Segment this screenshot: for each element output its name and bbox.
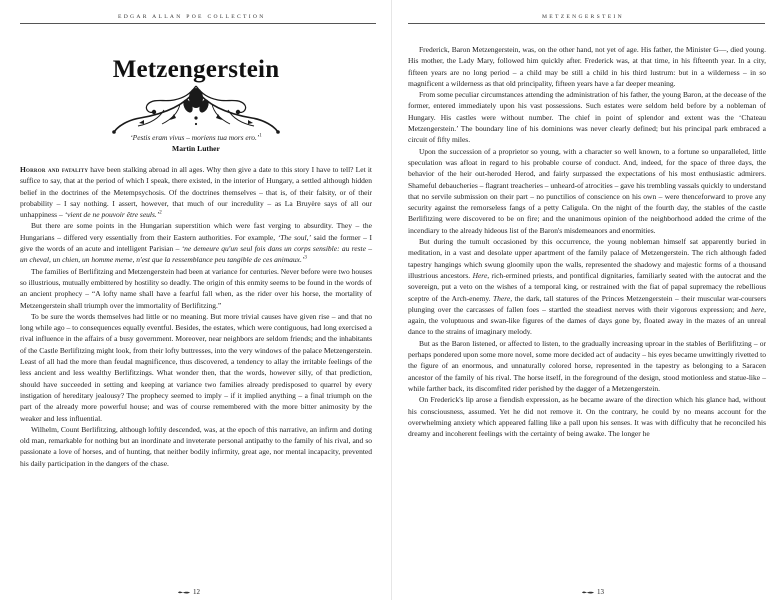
paragraph: To be sure the words themselves had little or no meaning. But more trivial causes have given rise – and that no long while ago – to consequences equally eventful. Besides, the estates, which were contiguous, had long exercised a rival influence in the affairs of a busy government. Moreover, near neighbors are seldom friends; and the inhabitants of the Castle Berlifitzing might look, from their lofty buttresses, into the very windows of the palace Metzengerstein. Least of all had the more than feudal magnificence, thus discovered, a tendency to allay the irritable feelings of the less ancient and less wealthy Berlifitzings. What wonder then, that the words, however silly, of that prediction, should have succeeded in setting and keeping at variance two families already predisposed to quarrel by every instigation of hereditary jealousy? The prophecy seemed to imply – if it implied anything – a final triumph on the part of the already more powerful house; and was of course remembered with the more bitter animosity by the weaker and less influential.	[20, 311, 372, 423]
paragraph: But during the tumult occasioned by this occurrence, the young nobleman himself sat apparently buried in meditation, in a vast and desolate upper apartment of the family palace of Metzengerstein. The rich although faded tapestry hangings which swung gloomily upon the walls, represented the shadowy and majestic forms of a thousand illustrious ancestors. Here, rich-ermined priests, and pontifical dignitaries, familiarly seated with the autocrat and the sovereign, put a veto on the wishes of a temporal king, or restrained with the fiat of papal supremacy the rebellious sceptre of the Arch-enemy. There, the dark, tall statures of the Princes Metzengerstein – their muscular war-coursers plunging over the carcasses of fallen foes – startled the steadiest nerves with their vigorous expression; and here, again, the voluptuous and swan-like figures of the dames of days gone by, floated away in the mazes of an unreal dance to the strains of imaginary melody.	[408, 237, 766, 337]
running-head-right: METZENGERSTEIN	[542, 14, 624, 20]
paragraph: Wilhelm, Count Berlifitzing, although loftily descended, was, at the epoch of this narrative, an infirm and doting old man, remarkable for nothing but an inordinate and inveterate personal antipathy to the family of his rival, and so passionate a love of horses, and of hunting, that neither bodily infirmity, great age, nor mental incapacity, prevented his daily participation in the dangers of the chase.	[20, 424, 372, 468]
paragraph: Horror and fatality have been stalking abroad in all ages. Why then give a date to this story I have to tell? Let it suffice to say, that at the period of which I speak, there existed, in the interior of Hungary, a settled although hidden belief in the doctrines of the Metempsychosis. Of the doctrines themselves – that is, of their falsity, or of their probability – I say nothing. I assert, however, that much of our incredulity – as La Bruyère says of all our unhappiness – ‘vient de ne pouvoir être seuls.’$^2$	[20, 165, 372, 220]
epigraph-attribution: Martin Luther	[172, 144, 220, 153]
paragraph: On Frederick's lip arose a fiendish expression, as he became aware of the direction which his glance had, without his consciousness, assumed. Yet he did not remove it. On the contrary, he could by no means account for the overwhelming anxiety which appeared falling like a pall upon his senses. It was with difficulty that he reconciled his dreamy and incoherent feelings with the certainty of being awake. The longer he	[408, 395, 766, 439]
right-page	[392, 0, 784, 600]
page-number-right: 13	[582, 588, 604, 596]
flourish-ornament-icon	[104, 84, 288, 136]
body-text-left	[20, 164, 372, 469]
footnote-ref: 3	[304, 255, 307, 261]
header-rule-left	[20, 23, 376, 24]
epigraph-quote: ‘Pestis eram vivus – moriens tua mors ero.’$^1$	[130, 133, 262, 142]
paragraph: Upon the succession of a proprietor so young, with a character so well known, to a fortune so unparalleled, little speculation was afloat in regard to his probable course of conduct. And, indeed, for the space of three days, the behavior of the heir out-heroded Herod, and fairly surpassed the expectations of his most enthusiastic admirers. Shameful debaucheries – flagrant treacheries – unheard-of atrocities – gave his trembling vassals quickly to understand that no servile submission on their part – no punctilios of conscience on his own – were thenceforward to prove any security against the remorseless fangs of a petty Caligula. On the night of the fourth day, the stables of the castle Berlifitzing were discovered to be on fire; and the unanimous opinion of the neighborhood added the crime of the incendiary to the already hideous list of the Baron's misdemeanors and enormities.	[408, 146, 767, 235]
running-head-left: EDGAR ALLAN POE COLLECTION	[118, 14, 266, 20]
paragraph: Frederick, Baron Metzengerstein, was, on the other hand, not yet of age. His father, the Minister G—, died young. His mother, the Lady Mary, followed him quickly after. Frederick was, at that time, in his fifteenth year. In a city, fifteen years are no long period – a child may be still a child in his third lustrum: but in a wilderness – in so magnificent a wilderness as that old principality, fifteen years have a far deeper meaning.	[408, 45, 766, 88]
body-text-right	[408, 44, 766, 439]
story-title: Metzengerstein	[112, 56, 280, 83]
lead-in: Horror and fatality	[20, 165, 89, 174]
page-number-left: 12	[178, 588, 200, 596]
folio-ornament-icon	[178, 589, 190, 596]
folio-ornament-icon	[582, 589, 594, 596]
footnote-ref: 1	[259, 133, 262, 139]
paragraph: But as the Baron listened, or affected to listen, to the gradually increasing uproar in the stables of Berlifitzing – or perhaps pondered upon some more novel, some more decided act of audacity – his eyes became unwittingly rivetted to the figure of an enormous, and unnaturally colored horse, represented in the tapestry as belonging to a Saracen ancestor of the family of his rival. The horse itself, in the foreground of the design, stood motionless and statue-like – while farther back, its discomfited rider perished by the dagger of a Metzengerstein.	[408, 338, 766, 393]
footnote-ref: 2	[159, 210, 162, 216]
paragraph: But there are some points in the Hungarian superstition which were fast verging to absurdity. They – the Hungarians – differed very essentially from their Eastern authorities. For example, ‘The soul,’ said the former – I give the words of an acute and intelligent Parisian – ‘ne demeure qu'un seul fois dans un corps sensible: au reste – un cheval, un chien, un homme meme, n'est que la ressemblance peu tangible de ces animaux.’$^3$	[20, 221, 373, 265]
paragraph: From some peculiar circumstances attending the administration of his father, the young Baron, at the decease of the former, entered immediately upon his vast possessions. Such estates were seldom held before by a nobleman of Hungary. His castles were without number. The chief in point of splendor and extent was the ‘Chateau Metzengerstein.’ The boundary line of his dominions was never clearly defined; but his principal park embraced a circuit of fifty miles.	[408, 90, 766, 145]
header-rule-right	[408, 23, 765, 24]
paragraph: The families of Berlifitzing and Metzengerstein had been at variance for centuries. Never before were two houses so illustrious, mutually embittered by hostility so deadly. The origin of this enmity seems to be found in the words of an ancient prophecy – “A lofty name shall have a fearful fall when, as the rider over his horse, the mortality of Metzengerstein shall triumph over the immortality of Berlifitzing.”	[20, 266, 372, 310]
